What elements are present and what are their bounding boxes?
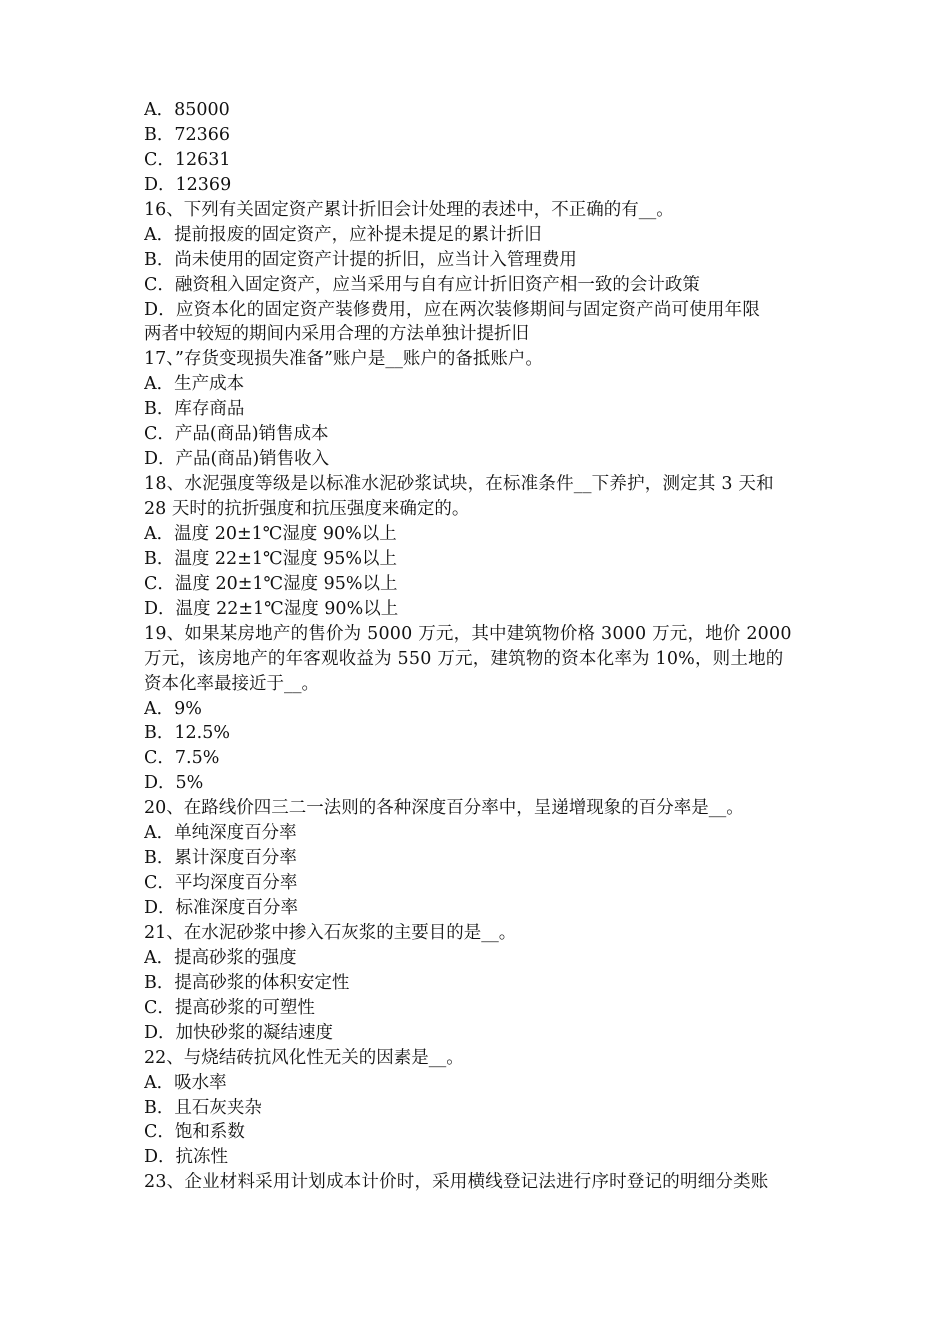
- option-d-20: D．标准深度百分率: [144, 898, 299, 918]
- option-c-16: C．融资租入固定资产，应当采用与自有应计折旧资产相一致的会计政策: [144, 274, 700, 295]
- question-18-line2: 28 天时的抗折强度和抗压强度来确定的。: [144, 499, 470, 519]
- document-body: [144, 98, 814, 1195]
- option-b-16: B．尚未使用的固定资产计提的折旧，应当计入管理费用: [144, 249, 577, 270]
- question-20: 20、在路线价四三二一法则的各种深度百分率中，呈递增现象的百分率是__。: [144, 798, 744, 819]
- question-22: 22、与烧结砖抗风化性无关的因素是__。: [144, 1047, 464, 1068]
- option-a-19: A．9%: [144, 698, 202, 719]
- option-d-17: D．产品(商品)销售收入: [144, 449, 330, 470]
- question-18-line1: 18、水泥强度等级是以标准水泥砂浆试块，在标准条件__下养护，测定其 3 天和: [144, 474, 774, 495]
- option-c-22: C．饱和系数: [144, 1122, 245, 1143]
- option-a-16: A．提前报废的固定资产，应补提未提足的累计折旧: [144, 224, 542, 245]
- option-d-16-line2: 两者中较短的期间内采用合理的方法单独计提折旧: [144, 324, 529, 345]
- option-a-21: A．提高砂浆的强度: [144, 947, 297, 968]
- option-d-18: D．温度 22±1℃湿度 90%以上: [144, 598, 399, 619]
- option-b-22: B．且石灰夹杂: [144, 1097, 262, 1118]
- question-23-line1: 23、企业材料采用计划成本计价时，采用横线登记法进行序时登记的明细分类账: [144, 1172, 769, 1193]
- question-17: 17、”存货变现损失准备”账户是__账户的备抵账户。: [144, 349, 543, 370]
- question-21: 21、在水泥砂浆中掺入石灰浆的主要目的是__。: [144, 922, 517, 943]
- option-d-19: D．5%: [144, 773, 204, 794]
- option-c-20: C．平均深度百分率: [144, 873, 298, 894]
- question-19-line2: 万元，该房地产的年客观收益为 550 万元，建筑物的资本化率为 10%，则土地的: [144, 648, 784, 669]
- option-b-17: B．库存商品: [144, 399, 245, 420]
- option-c-21: C．提高砂浆的可塑性: [144, 997, 315, 1018]
- option-a-17: A．生产成本: [144, 374, 245, 395]
- option-d-15: D．12369: [144, 174, 232, 195]
- option-b-18: B．温度 22±1℃湿度 95%以上: [144, 548, 398, 569]
- option-c-17: C．产品(商品)销售成本: [144, 424, 329, 445]
- option-b-20: B．累计深度百分率: [144, 848, 297, 869]
- option-a-18: A．温度 20±1℃湿度 90%以上: [144, 523, 397, 544]
- option-a-15: A．85000: [144, 100, 230, 120]
- option-b-19: B．12.5%: [144, 723, 230, 744]
- option-a-22: A．吸水率: [144, 1072, 227, 1093]
- question-19-line1: 19、如果某房地产的售价为 5000 万元，其中建筑物价格 3000 万元，地价 2000: [144, 623, 792, 644]
- option-d-22: D．抗冻性: [144, 1147, 229, 1168]
- option-d-21: D．加快砂浆的凝结速度: [144, 1022, 334, 1043]
- option-b-21: B．提高砂浆的体积安定性: [144, 972, 350, 993]
- option-b-15: B．72366: [144, 124, 231, 145]
- option-c-19: C．7.5%: [144, 748, 220, 769]
- question-19-line3: 资本化率最接近于__。: [144, 673, 319, 694]
- option-c-15: C．12631: [144, 149, 231, 170]
- option-d-16-line1: D．应资本化的固定资产装修费用，应在两次装修期间与固定资产尚可使用年限: [144, 299, 761, 320]
- option-a-20: A．单纯深度百分率: [144, 823, 297, 844]
- question-16: 16、下列有关固定资产累计折旧会计处理的表述中，不正确的有__。: [144, 199, 674, 220]
- option-c-18: C．温度 20±1℃湿度 95%以上: [144, 573, 398, 594]
